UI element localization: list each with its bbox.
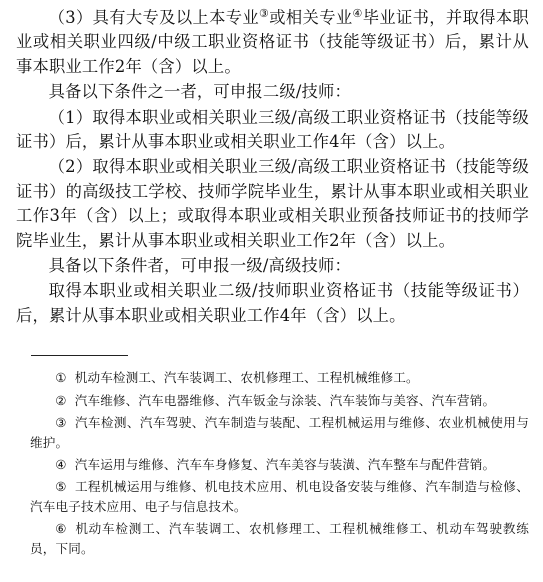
footnote-1 <box>30 368 529 387</box>
footnote-text: 工程机械运用与维修、机电技术应用、机电设备安装与维修、汽车制造与检修、汽车电子技术应用、电子与信息技术。 <box>30 479 529 514</box>
footnote-text: 机动车检测工、汽车装调工、农机修理工、工程机械维修工、机动车驾驶教练员，下同。 <box>30 521 529 556</box>
footnote-number: ⑥ <box>55 521 67 537</box>
footnote-number: ① <box>55 370 67 386</box>
footnote-ref-3: ③ <box>259 6 270 20</box>
footnote-3 <box>30 413 529 452</box>
footnote-number: ③ <box>55 415 67 431</box>
footnote-text: 机动车检测工、汽车装调工、农机修理工、工程机械维修工。 <box>74 370 419 386</box>
footnote-text: 汽车维修、汽车电器维修、汽车钣金与涂装、汽车装饰与美容、汽车营销。 <box>74 392 496 408</box>
paragraph-condition-3 <box>16 6 529 79</box>
main-body <box>16 6 529 328</box>
paragraph-senior-technician-condition: 取得本职业或相关职业二级/技师职业资格证书（技能等级证书）后，累计从事本职业或相关职业工作4年（含）以上。 <box>16 281 529 325</box>
footnote-text: 汽车运用与维修、汽车车身修复、汽车美容与装潢、汽车整车与配件营销。 <box>74 456 496 472</box>
footnotes <box>16 368 529 558</box>
footnote-text: 汽车检测、汽车驾驶、汽车制造与装配、工程机械运用与维修、农业机械使用与维护。 <box>30 415 529 450</box>
footnote-2 <box>30 391 529 410</box>
footnote-number: ⑤ <box>55 479 67 495</box>
footnote-ref-4: ④ <box>352 6 363 20</box>
heading-level-2-technician: 具备以下条件之一者，可申报二级/技师： <box>48 82 351 102</box>
paragraph-text: 毕业证书，并取得本职业或相关职业四级/中级工职业资格证书（技能等级证书）后，累计从事本职业工作2年（含）以上。 <box>16 8 529 76</box>
footnote-5 <box>30 477 529 516</box>
paragraph-technician-condition-1: （1）取得本职业或相关职业三级/高级工职业资格证书（技能等级证书）后，累计从事本职业或相关职业工作4年（含）以上。 <box>16 107 529 152</box>
heading-level-1-senior-technician: 具备以下条件者，可申报一级/高级技师： <box>48 256 351 276</box>
footnote-number: ④ <box>55 456 67 472</box>
paragraph-text: 或相关专业 <box>269 8 353 27</box>
footnote-4 <box>30 455 529 474</box>
footnote-number: ② <box>55 392 67 408</box>
paragraph-technician-condition-2: （2）取得本职业或相关职业三级/高级工职业资格证书（技能等级证书）的高级技工学校、技师学院毕业生，累计从事本职业或相关职业工作3年（含）以上；或取得本职业或相关职业预备技师证书的技师学院毕业生，累计从事本职业或相关职业工作2年（含）以上。 <box>16 157 529 250</box>
paragraph-text: （3）具有大专及以上本专业 <box>48 8 260 27</box>
footnote-separator <box>31 355 128 356</box>
footnote-6 <box>30 519 529 558</box>
